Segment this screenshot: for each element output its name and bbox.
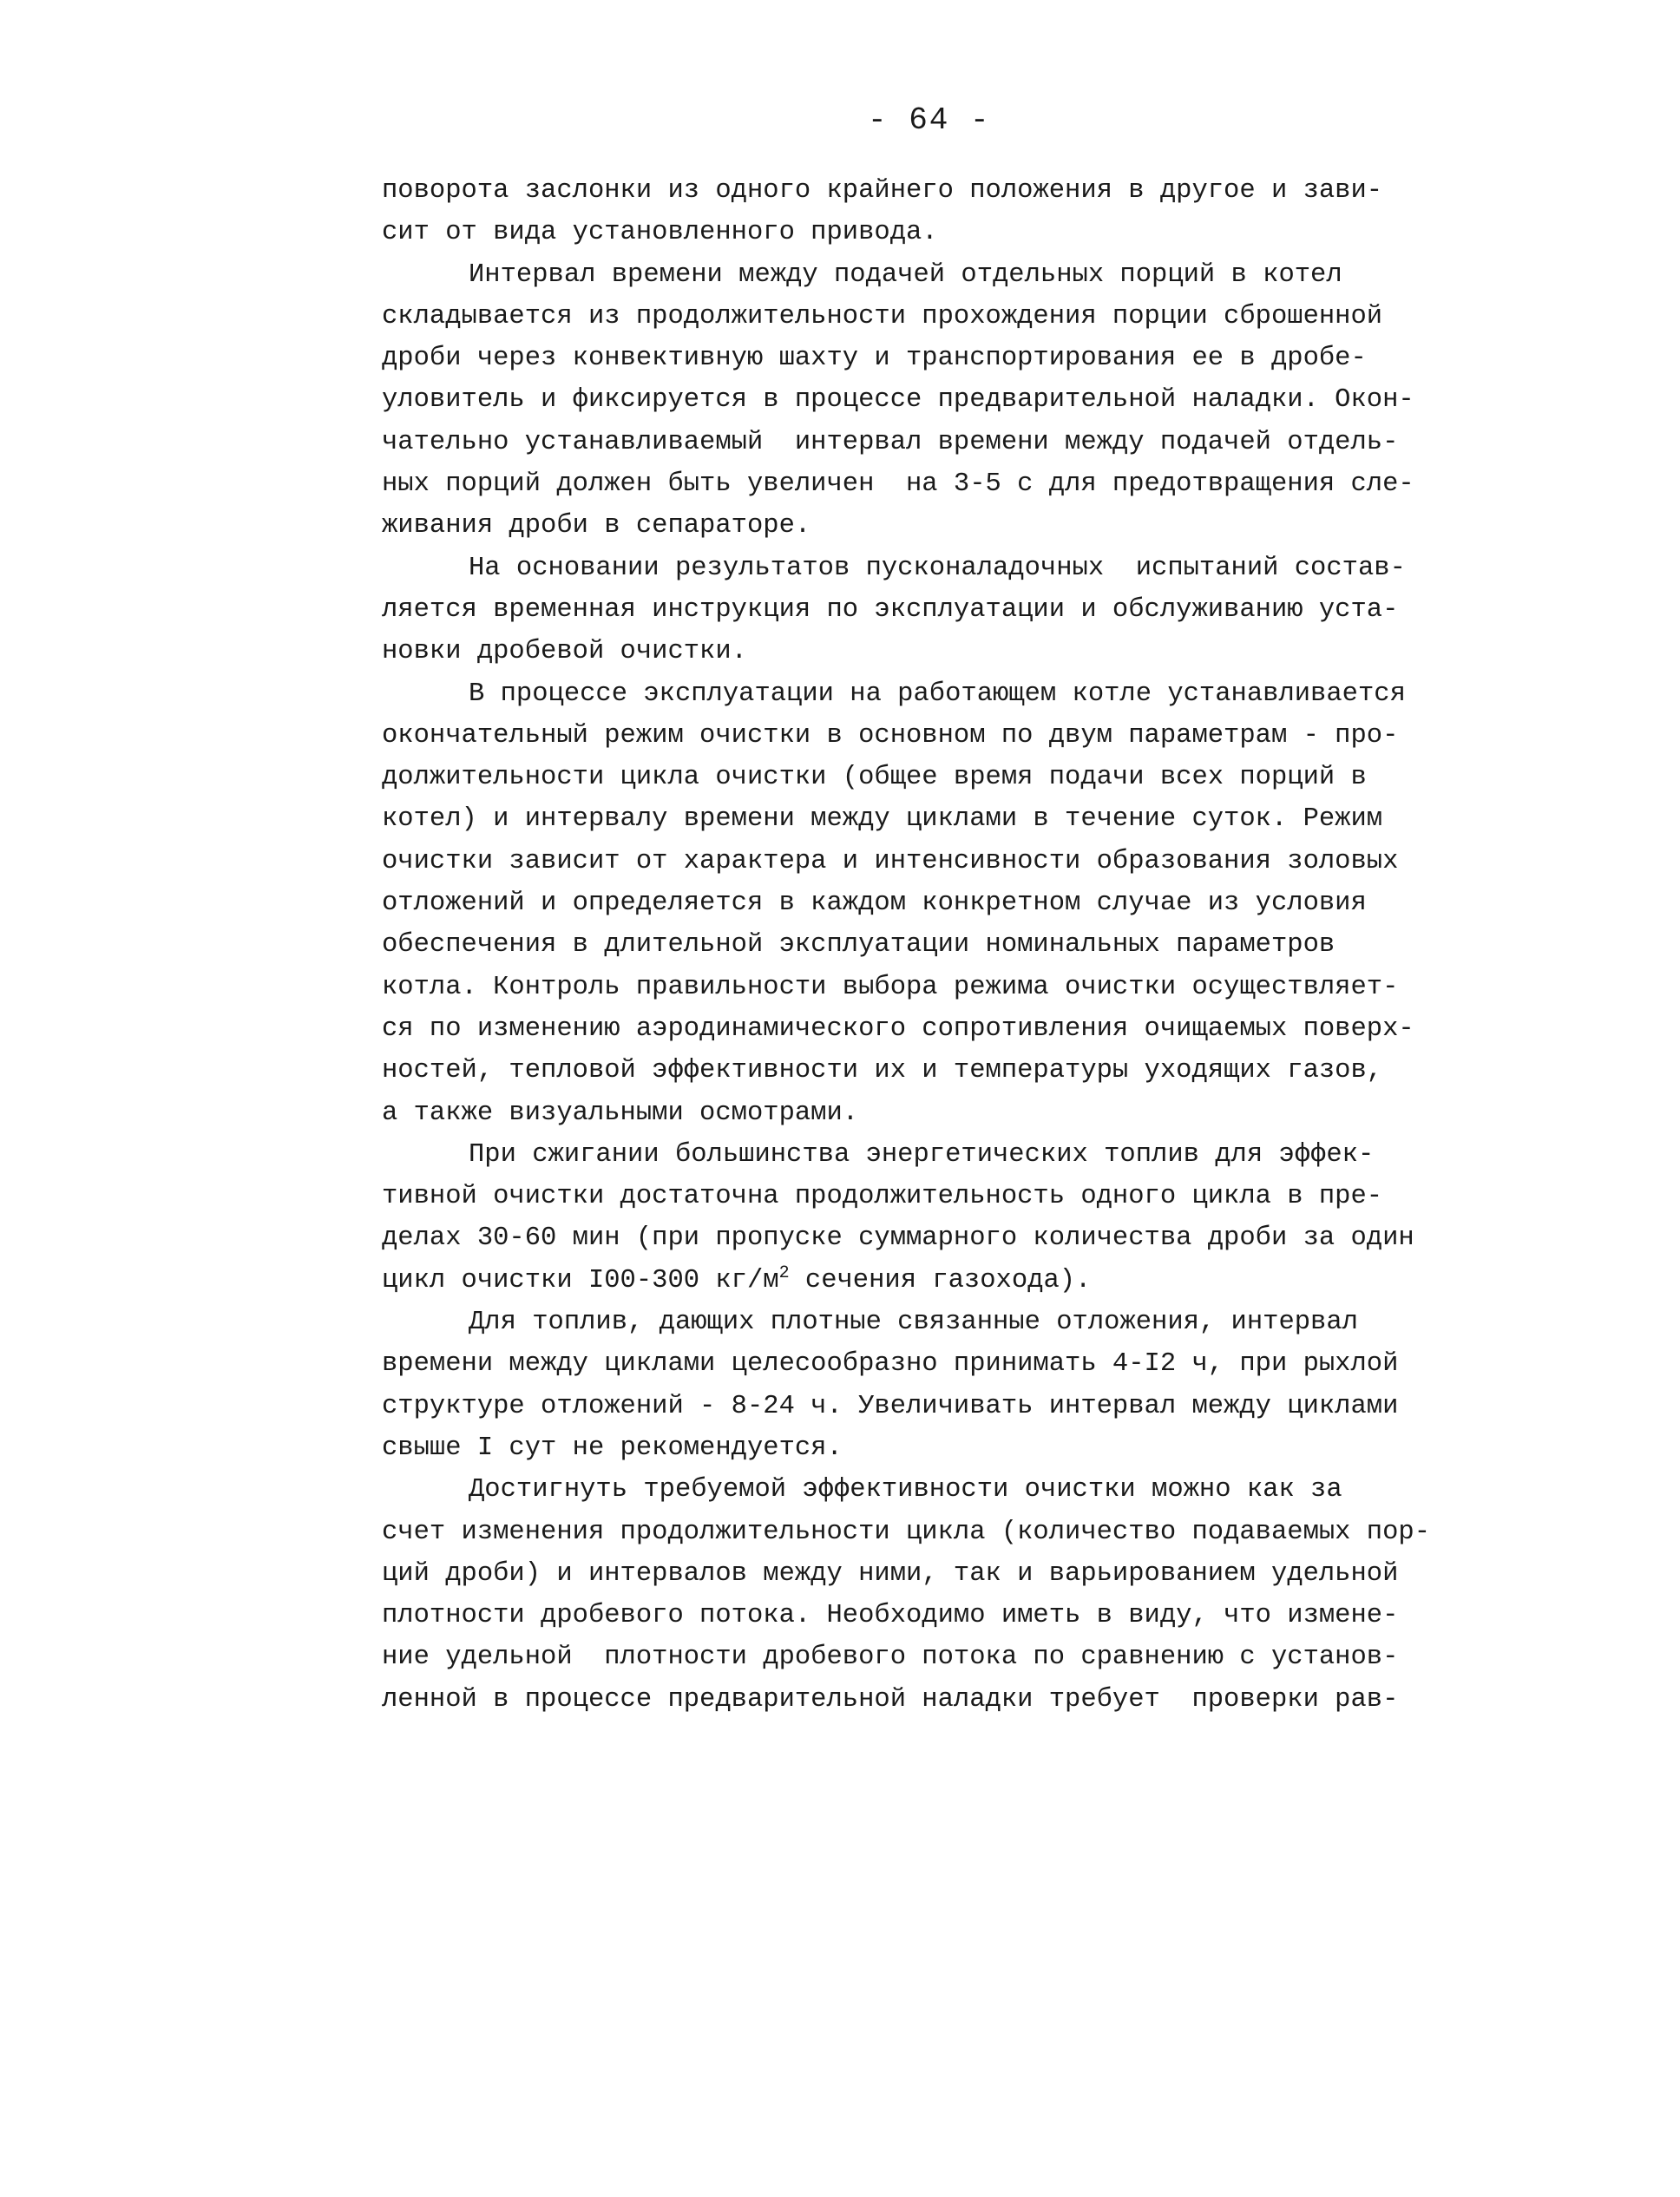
text-line: [382, 1050, 1510, 1092]
page-number: - 64 -: [868, 102, 991, 138]
line-text: ностей, тепловой эффективности их и температуры уходящих газов,: [382, 1056, 1383, 1086]
superscript: 2: [778, 1262, 790, 1283]
text-line: [382, 967, 1510, 1008]
line-text: окончательный режим очистки в основном по двум параметрам - про-: [382, 720, 1399, 751]
text-line: [382, 1343, 1510, 1385]
line-text: При сжигании большинства энергетических топлив для эффек-: [469, 1139, 1375, 1170]
line-text: должительности цикла очистки (общее время подачи всех порций в: [382, 763, 1367, 793]
text-line: [382, 924, 1510, 966]
line-text: времени между циклами целесообразно принимать 4-I2 ч, при рыхлой: [382, 1349, 1399, 1380]
line-text: обеспечения в длительной эксплуатации номинальных параметров: [382, 930, 1335, 961]
line-text: ся по изменению аэродинамического сопротивления очищаемых поверх-: [382, 1013, 1414, 1044]
text-line: [382, 1469, 1510, 1511]
text-line: [382, 1134, 1510, 1176]
text-line: [382, 1595, 1510, 1636]
line-text: Интервал времени между подачей отдельных порций в котел: [469, 259, 1342, 290]
line-text: чательно устанавливаемый интервал времени между подачей отдель-: [382, 427, 1399, 457]
line-text-continued: сечения газохода).: [789, 1265, 1092, 1295]
line-text: структуре отложений - 8-24 ч. Увеличивать интервал между циклами: [382, 1391, 1399, 1421]
line-text: ленной в процессе предварительной наладки требует проверки рав-: [382, 1684, 1399, 1715]
line-text: очистки зависит от характера и интенсивности образования золовых: [382, 846, 1399, 876]
text-line: [382, 673, 1510, 715]
line-text: дроби через конвективную шахту и транспортирования ее в дробе-: [382, 344, 1367, 374]
line-text: ние удельной плотности дробевого потока по сравнению с установ-: [382, 1643, 1399, 1673]
line-text: счет изменения продолжительности цикла (количество подаваемых пор-: [382, 1517, 1430, 1547]
text-line: [382, 1512, 1510, 1553]
text-line: [382, 254, 1510, 296]
line-text: На основании результатов пусконаладочных испытаний состав-: [469, 553, 1406, 583]
text-line: [382, 1553, 1510, 1595]
line-text: Достигнуть требуемой эффективности очистки можно как за: [469, 1475, 1342, 1505]
line-text: отложений и определяется в каждом конкретном случае из условия: [382, 889, 1367, 919]
text-line: [382, 1636, 1510, 1678]
text-line: [382, 1427, 1510, 1469]
line-text: котел) и интервалу времени между циклами в течение суток. Режим: [382, 804, 1383, 835]
line-text: ных порций должен быть увеличен на 3-5 с для предотвращения сле-: [382, 469, 1414, 500]
text-line: [382, 882, 1510, 924]
text-line: [382, 631, 1510, 672]
line-text: цикл очистки I00-300 кг/м: [382, 1265, 779, 1295]
line-text: делах 30-60 мин (при пропуске суммарного количества дроби за один: [382, 1223, 1414, 1254]
line-text: ций дроби) и интервалов между ними, так и варьированием удельной: [382, 1558, 1399, 1589]
text-line: [382, 841, 1510, 882]
line-text: поворота заслонки из одного крайнего положения в другое и зави-: [382, 176, 1383, 206]
text-line: [382, 757, 1510, 798]
text-line: [382, 1092, 1510, 1134]
text-line: [382, 170, 1510, 212]
document-body: [382, 170, 1510, 1721]
text-line: [382, 463, 1510, 505]
line-text: котла. Контроль правильности выбора режима очистки осуществляет-: [382, 972, 1399, 1002]
text-line: [382, 212, 1510, 253]
text-line: [382, 1008, 1510, 1050]
line-text: а также визуальными осмотрами.: [382, 1098, 859, 1128]
text-line: [382, 379, 1510, 421]
line-text: тивной очистки достаточна продолжительность одного цикла в пре-: [382, 1182, 1383, 1212]
text-line: [382, 296, 1510, 338]
text-line: [382, 1260, 1510, 1302]
text-line: [382, 715, 1510, 757]
line-text: свыше I сут не рекомендуется.: [382, 1433, 843, 1463]
text-line: [382, 505, 1510, 547]
line-text: плотности дробевого потока. Необходимо иметь в виду, что измене-: [382, 1601, 1399, 1631]
text-line: [382, 798, 1510, 840]
text-line: [382, 589, 1510, 631]
line-text: уловитель и фиксируется в процессе предварительной наладки. Окон-: [382, 385, 1414, 416]
text-line: [382, 338, 1510, 379]
line-text: В процессе эксплуатации на работающем котле устанавливается: [469, 679, 1406, 709]
text-line: [382, 1176, 1510, 1217]
text-line: [382, 1217, 1510, 1259]
line-text: сит от вида установленного привода.: [382, 218, 938, 248]
text-line: [382, 1679, 1510, 1721]
text-line: [382, 548, 1510, 589]
text-line: [382, 1302, 1510, 1343]
text-line: [382, 1386, 1510, 1427]
line-text: живания дроби в сепараторе.: [382, 511, 811, 541]
line-text: Для топлив, дающих плотные связанные отложения, интервал: [469, 1308, 1358, 1338]
text-line: [382, 422, 1510, 463]
line-text: новки дробевой очистки.: [382, 637, 747, 667]
line-text: складывается из продолжительности прохождения порции сброшенной: [382, 301, 1383, 331]
line-text: ляется временная инструкция по эксплуатации и обслуживанию уста-: [382, 594, 1399, 625]
